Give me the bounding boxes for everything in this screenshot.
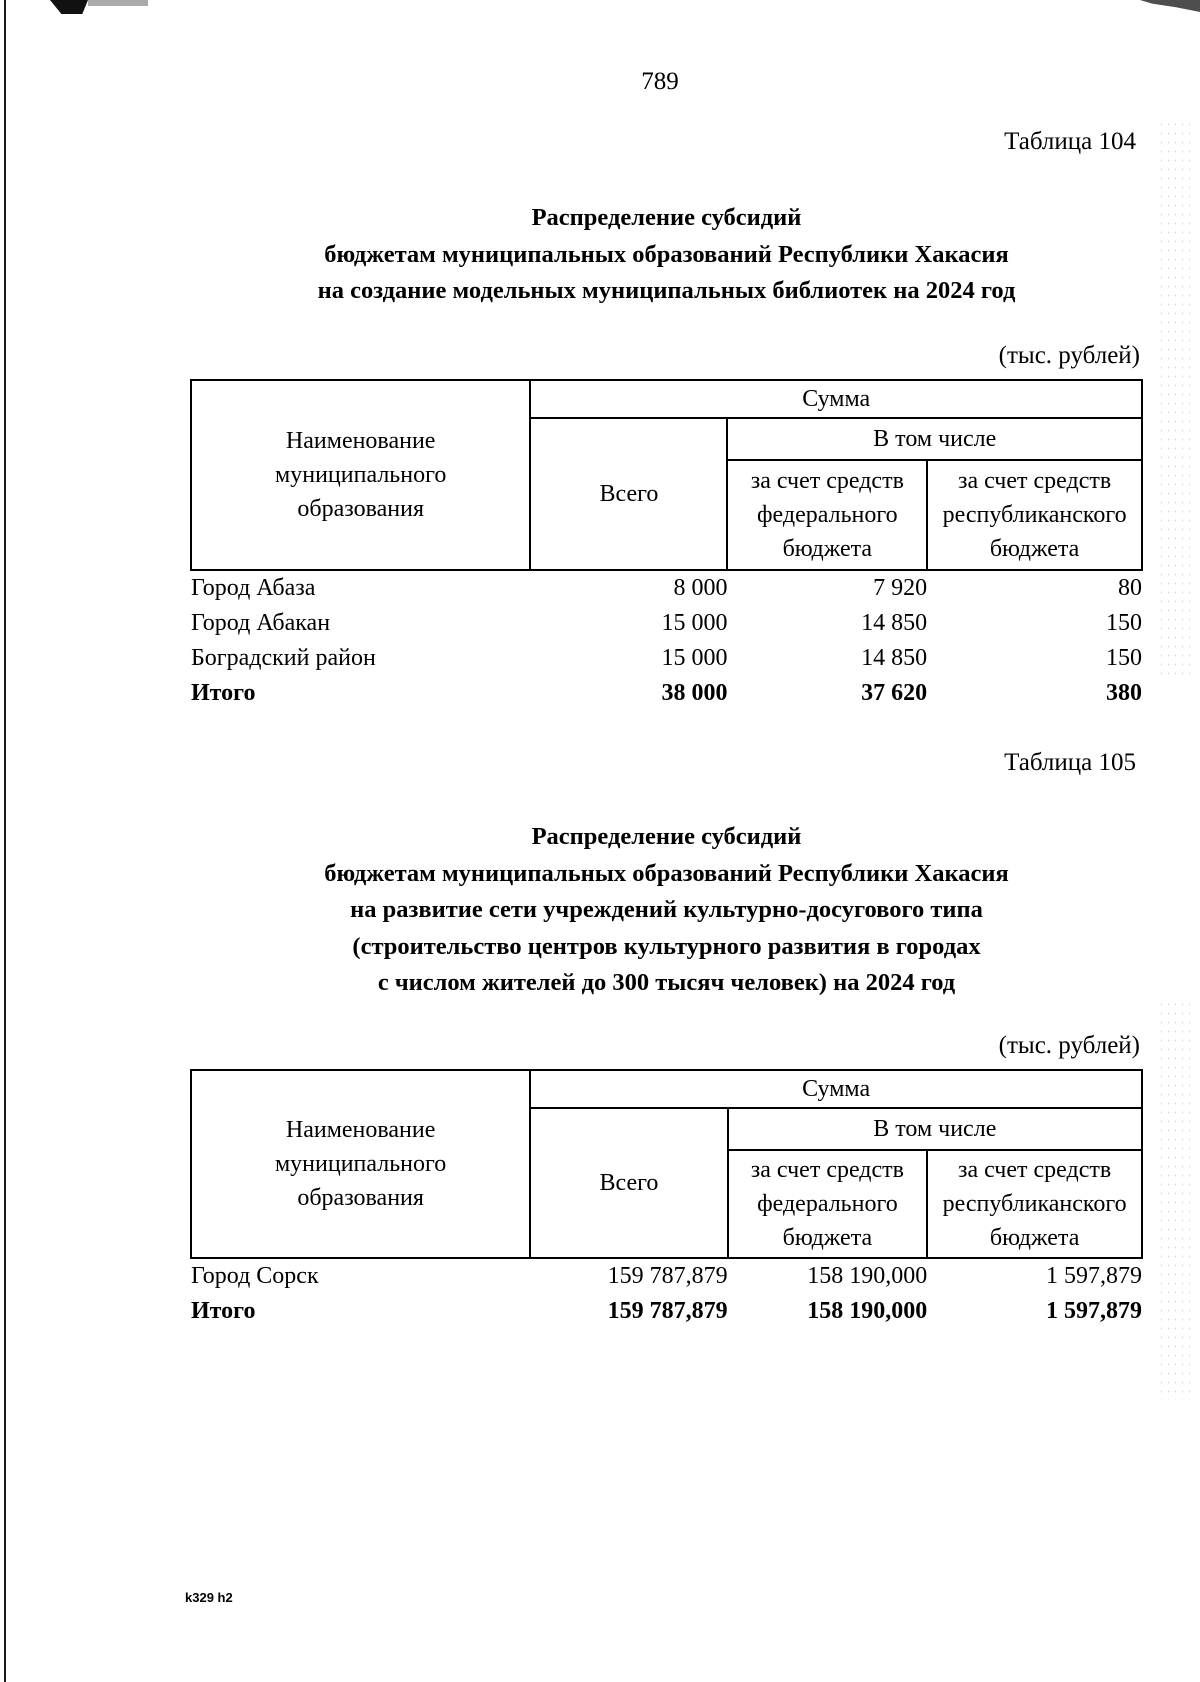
cell-federal: 158 190,000 bbox=[807, 1298, 928, 1324]
cell-republican: 150 bbox=[1106, 645, 1142, 671]
header-sum: Сумма bbox=[530, 380, 1142, 418]
table-104 bbox=[190, 379, 1143, 711]
table-total-row bbox=[191, 1294, 1142, 1329]
cell-federal: 14 850 bbox=[861, 645, 928, 671]
header-municipality: Наименование муниципального образования bbox=[191, 380, 530, 570]
cell-name: Город Абакан bbox=[191, 610, 331, 636]
table-105-label: Таблица 105 bbox=[1004, 749, 1136, 776]
cell-federal: 37 620 bbox=[861, 680, 928, 706]
cell-republican: 80 bbox=[1118, 575, 1142, 601]
table-row bbox=[191, 570, 1142, 606]
table-total-row bbox=[191, 676, 1142, 711]
cell-total: 159 787,879 bbox=[607, 1263, 728, 1289]
cell-republican: 380 bbox=[1106, 680, 1142, 706]
cell-federal: 7 920 bbox=[873, 575, 928, 601]
title-line: бюджетам муниципальных образований Республики Хакасия bbox=[324, 240, 1009, 268]
title-line: с числом жителей до 300 тысяч человек) на 2024 год bbox=[377, 969, 956, 996]
cell-republican: 1 597,879 bbox=[1046, 1298, 1142, 1324]
title-line: (строительство центров культурного развития в городах bbox=[352, 932, 981, 960]
scan-artifact-top-left-shade bbox=[88, 0, 148, 6]
header-municipality: Наименование муниципального образования bbox=[191, 1070, 530, 1258]
header-total: Всего bbox=[530, 1108, 727, 1258]
cell-name: Итого bbox=[191, 680, 256, 706]
cell-total: 38 000 bbox=[661, 680, 728, 706]
title-line: Распределение субсидий bbox=[531, 204, 802, 231]
header-republican: за счет средств республиканского бюджета bbox=[927, 460, 1142, 570]
table-105-title bbox=[190, 819, 1143, 1002]
footer-document-code: k329 h2 bbox=[185, 1590, 233, 1605]
header-including: В том числе bbox=[727, 418, 1142, 460]
cell-republican: 1 597,879 bbox=[1046, 1263, 1142, 1289]
title-line: на развитие сети учреждений культурно-досугового типа bbox=[350, 896, 983, 923]
table-104-units: (тыс. рублей) bbox=[998, 342, 1140, 369]
title-line: бюджетам муниципальных образований Республики Хакасия bbox=[324, 859, 1009, 887]
cell-name: Итого bbox=[191, 1298, 256, 1324]
scan-artifact-top-right bbox=[1140, 0, 1200, 12]
table-105-units: (тыс. рублей) bbox=[998, 1032, 1140, 1059]
cell-name: Город Абаза bbox=[191, 575, 316, 601]
cell-federal: 158 190,000 bbox=[807, 1263, 928, 1289]
scan-noise-right bbox=[1158, 120, 1194, 680]
cell-total: 15 000 bbox=[661, 645, 728, 671]
header-including: В том числе bbox=[728, 1108, 1142, 1150]
header-republican: за счет средств республиканского бюджета bbox=[927, 1150, 1142, 1258]
table-104-title bbox=[190, 200, 1143, 310]
table-row bbox=[191, 1258, 1142, 1294]
header-federal: за счет средств федерального бюджета bbox=[728, 1150, 928, 1258]
table-104-label: Таблица 104 bbox=[1004, 128, 1136, 155]
table-row bbox=[191, 606, 1142, 641]
cell-federal: 14 850 bbox=[861, 610, 928, 636]
header-sum: Сумма bbox=[530, 1070, 1142, 1108]
header-federal: за счет средств федерального бюджета bbox=[727, 460, 927, 570]
header-total: Всего bbox=[530, 418, 727, 570]
cell-total: 15 000 bbox=[661, 610, 728, 636]
scan-border-left bbox=[4, 0, 6, 1682]
table-105 bbox=[190, 1069, 1143, 1329]
cell-total: 8 000 bbox=[673, 575, 728, 601]
cell-republican: 150 bbox=[1106, 610, 1142, 636]
page-number: 789 bbox=[641, 68, 679, 95]
table-row bbox=[191, 641, 1142, 676]
cell-name: Город Сорск bbox=[191, 1263, 319, 1289]
scan-artifact-top-left bbox=[50, 0, 88, 14]
cell-total: 159 787,879 bbox=[607, 1298, 728, 1324]
scan-noise-right-lower bbox=[1158, 1000, 1194, 1400]
cell-name: Боградский район bbox=[191, 645, 376, 671]
title-line: Распределение субсидий bbox=[531, 823, 802, 850]
title-line: на создание модельных муниципальных библиотек на 2024 год bbox=[317, 277, 1016, 304]
